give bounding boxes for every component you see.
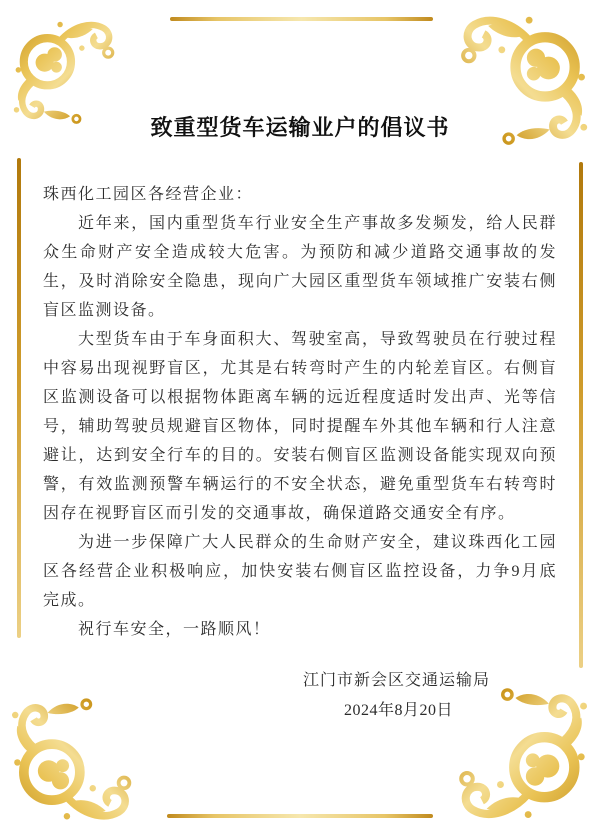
border-line-left <box>17 158 21 638</box>
border-line-top <box>170 17 433 21</box>
paragraph-1: 近年来，国内重型货车行业安全生产事故多发频发，给人民群众生命财产安全造成较大危害。为预防和减少道路交通事故的发生，及时消除安全隐患，现向广大园区重型货车领域推广安装右侧盲区监测设备。 <box>43 215 557 319</box>
border-line-right <box>579 162 583 668</box>
page-title: 致重型货车运输业户的倡议书 <box>150 115 450 140</box>
salutation-line: 珠西化工园区各经营企业： <box>43 186 254 203</box>
paragraph-3: 为进一步保障广大人民群众的生命财产安全，建议珠西化工园区各经营企业积极响应，加快安装右侧盲区监控设备，力争9月底完成。 <box>43 534 557 609</box>
closing-wish-line: 祝行车安全，一路顺风！ <box>78 621 271 638</box>
letter-content <box>43 110 557 726</box>
signature-date: 2024年8月20日 <box>343 702 453 719</box>
border-line-bottom <box>167 814 433 818</box>
paragraph-2: 大型货车由于车身面积大、驾驶室高，导致驾驶员在行驶过程中容易出现视野盲区，尤其是右转弯时产生的内轮差盲区。右侧盲区监测设备可以根据物体距离车辆的远近程度适时发出声、光等信号，辅助驾驶员规避盲区物体，同时提醒车外其他车辆和行人注意避让，达到安全行车的目的。安装右侧盲区监测设备能实现双向预警，有效监测预警车辆运行的不安全状态，避免重型货车右转弯时因存在视野盲区而引发的交通事故，确保道路交通安全有序。 <box>43 331 557 522</box>
signature-organization: 江门市新会区交通运输局 <box>302 672 490 689</box>
